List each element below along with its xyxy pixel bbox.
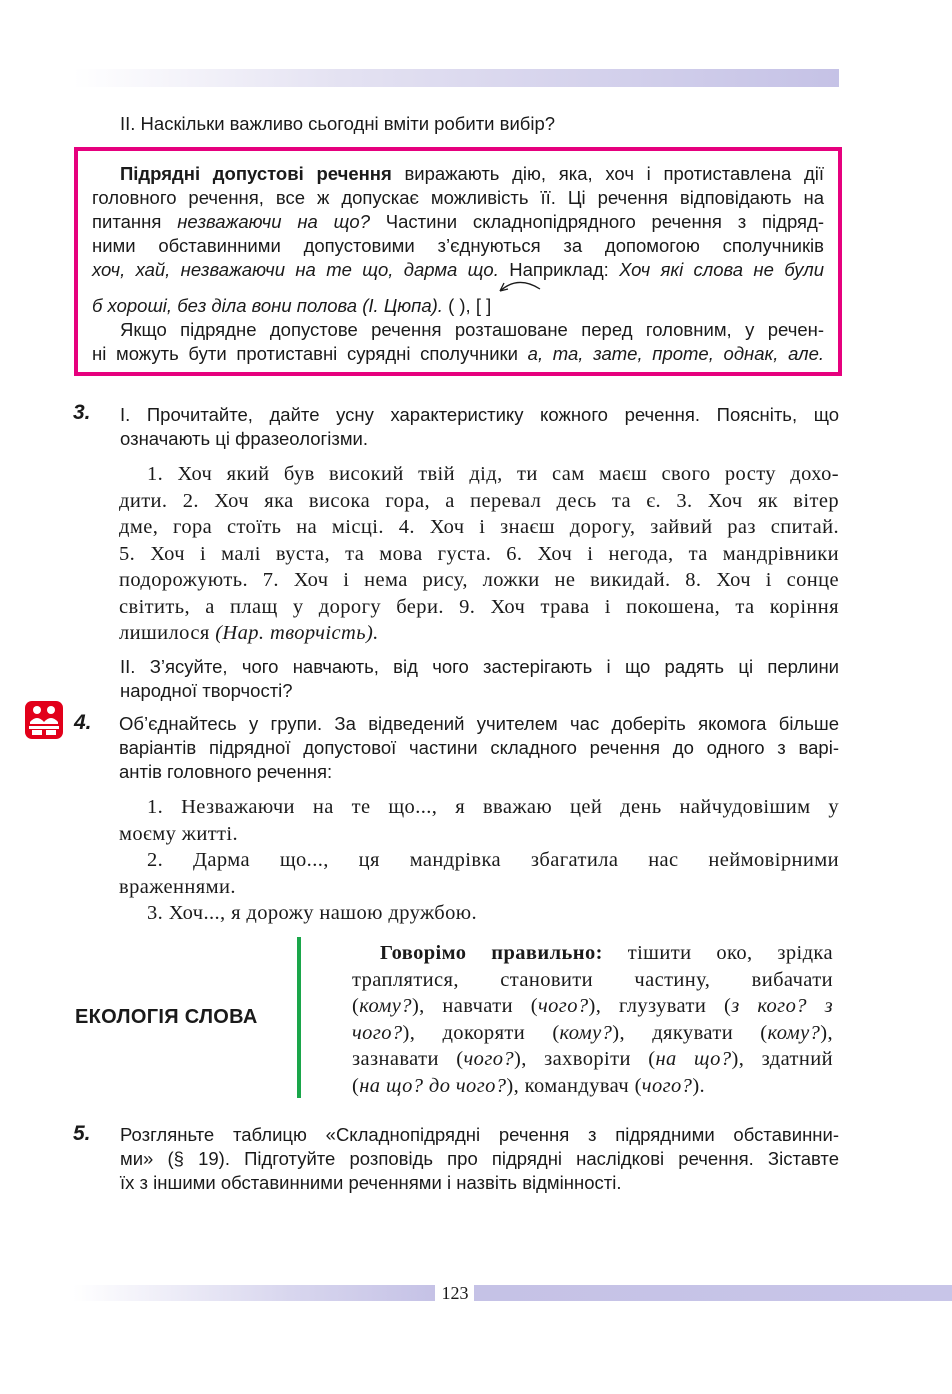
ecology-title: ЕКОЛОГІЯ СЛОВА	[75, 1006, 258, 1028]
header-bar	[73, 69, 839, 87]
exercise-3-proverbs: 1. Хоч який був високий твій дід, ти сам маєш свого росту дохо- дити. 2. Хоч яка висока гора, а перевал десь та є. 3. Хоч як вітер дме, гора стоїть на місці. 4. Хоч і знаєш дорогу, зайвий раз спитай. 5. Хоч і малі вуста, та мова густа. 6. Хоч і негода, та мандрівники подорожують. 7. Хоч і нема рису, ложки не викидай. 8. Хоч і сонце світить, а плащ у дорогу бери. 9. Хоч трава і покошена, та коріння лишилося (Нар. творчість).	[119, 463, 839, 644]
ecology-text: Говорімо правильно: тішити око, зрідка траплятися, становити частину, вибачати (кому?), навчати (чого?), глузувати (з кого? з чого?), докоряти (кому?), дякувати (кому?), зазнавати (чого?), захворіти (на що?), здатний (на що? до чого?), командувач (чого?).	[352, 942, 834, 1097]
exercise-5-task: Розгляньте таблицю «Складнопідрядні речення з підрядними обставинни- ми» (§ 19). Підготуйте розповідь про підрядні наслідкові речення. Зіставте їх з іншими обставинними реченнями і назвіть відмінності.	[120, 1124, 839, 1193]
ecology-divider	[297, 937, 301, 1098]
exercise-number-5: 5.	[73, 1122, 91, 1145]
exercise-4-task: Об’єднайтесь у групи. За відведений учителем час доберіть якомога більше варіантів підрядної допустової частини складного речення до одного з варі- антів головного речення:	[119, 713, 839, 782]
question-part-2: ІІ. Наскільки важливо сьогодні вміти робити вибір?	[120, 113, 556, 134]
rule-example-line: б хороші, без діла вони полова (І. Цюпа). ( ), [ ]	[92, 295, 492, 316]
arrow-icon	[496, 277, 546, 295]
exercise-4-sentences: 1. Незважаючи на те що..., я вважаю цей день найчудовішим у моєму житті. 2. Дарма що..., ця мандрівка збагатила нас неймовірними враженнями. 3. Хоч..., я дорожу нашою дружбою.	[119, 796, 839, 924]
ecology-label: Говорімо правильно:	[380, 942, 603, 964]
group-work-icon	[24, 700, 64, 740]
rule-text: Підрядні допустові речення виражають дію, яка, хоч і протиставлена дії головного речення, все ж допускає можливість її. Ці речення відповідають на питання незважаючи на що? Частини складнопідрядного речення з підряд- ними обставинними допустовими з’єднуються за допомогою сполучників хоч, хай, незважаючи на те що, дарма що. Наприклад: Хоч які слова не були	[92, 163, 825, 280]
rule-term: Підрядні допустові речення	[120, 163, 392, 184]
exercise-number-3: 3.	[73, 401, 91, 424]
source: (Нар. творчість).	[215, 622, 379, 644]
rule-note: Якщо підрядне допустове речення розташоване перед головним, у речен- ні можуть бути протиставні сурядні сполучники а, та, зате, проте, однак, але.	[92, 319, 825, 364]
footer-bar-left	[73, 1285, 435, 1301]
exercise-number-4: 4.	[74, 711, 92, 734]
footer-bar-right	[474, 1285, 952, 1301]
exercise-3-task: І. Прочитайте, дайте усну характеристику кожного речення. Поясніть, що означають ці фразеологізми.	[120, 404, 839, 449]
page-number: 123	[441, 1283, 469, 1303]
exercise-3-part-2: ІІ. З’ясуйте, чого навчають, від чого застерігають і що радять ці перлини народної творчості?	[120, 656, 839, 701]
